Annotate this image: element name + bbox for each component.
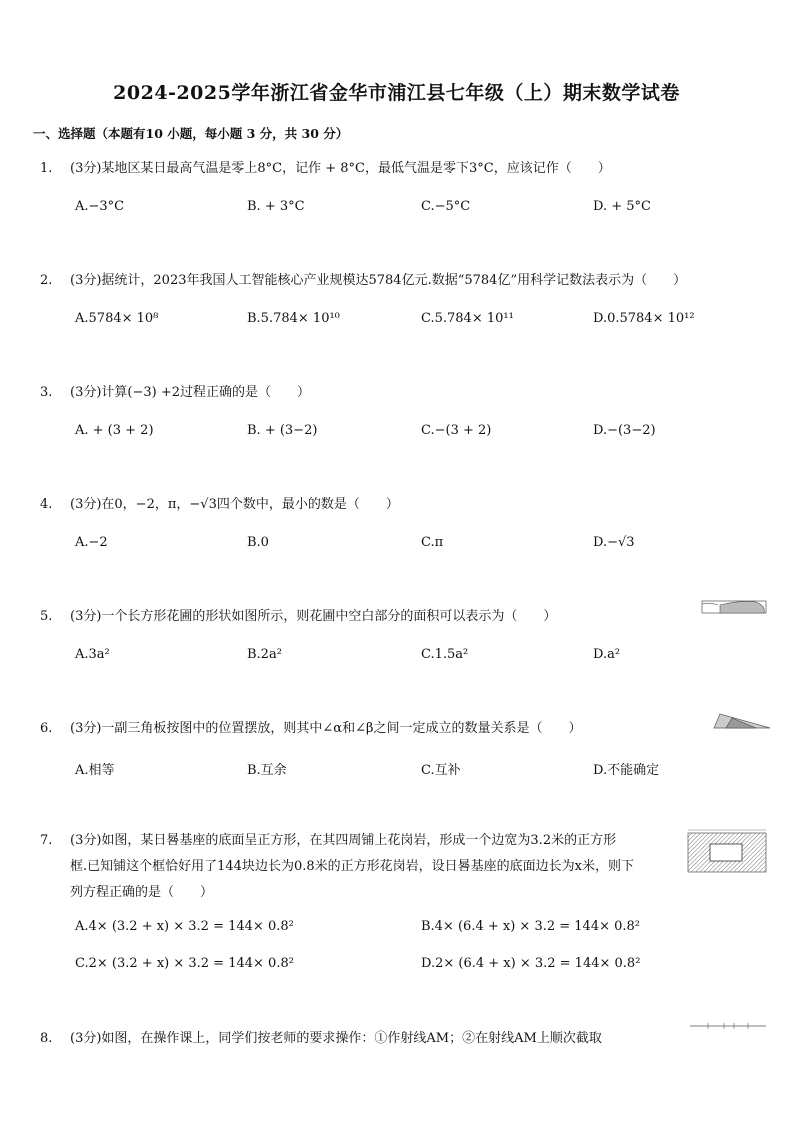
ray-figure [688,1020,770,1032]
option-a[interactable]: A. + (3 + 2) [75,423,154,438]
option-c[interactable]: C.π [421,535,444,550]
sundial-base-figure [686,826,768,874]
question-number: 5. [40,609,53,624]
option-b[interactable]: B.0 [247,535,269,550]
question-number: 1. [40,161,53,176]
question-3 [40,380,680,406]
question-number: 7. [40,833,53,848]
option-d[interactable]: D.−(3−2) [593,423,656,438]
option-c[interactable]: C.−5°C [421,199,471,214]
question-5 [40,604,680,630]
question-number: 6. [40,721,53,736]
question-stem: (3分)在0，−2，π，−√3四个数中，最小的数是（ ） [70,497,399,512]
option-b[interactable]: B.2a² [247,647,282,662]
question-8 [40,1026,680,1052]
question-4 [40,492,680,518]
option-a[interactable]: A.相等 [75,763,115,778]
question-stem-line: 列方程正确的是（ ） [70,885,214,900]
question-7 [40,828,680,906]
option-b[interactable]: B. + 3°C [247,199,305,214]
triangle-rulers-figure [712,712,772,732]
question-number: 3. [40,385,53,400]
question-number: 4. [40,497,53,512]
option-d[interactable]: D.0.5784× 10¹² [593,311,695,326]
option-a[interactable]: A.−3°C [75,199,125,214]
option-d[interactable]: D.−√3 [593,535,635,550]
page-title: 2024-2025学年浙江省金华市浦江县七年级（上）期末数学试卷 [113,82,680,104]
option-c[interactable]: C.2× (3.2 + x) × 3.2 = 144× 0.8² [75,956,294,971]
question-number: 8. [40,1031,53,1046]
option-a[interactable]: A.5784× 10⁸ [75,311,159,326]
option-b[interactable]: B.5.784× 10¹⁰ [247,311,340,326]
option-a[interactable]: A.4× (3.2 + x) × 3.2 = 144× 0.8² [75,919,294,934]
option-d[interactable]: D.a² [593,647,621,662]
question-stem-line: 框.已知铺这个框恰好用了144块边长为0.8米的正方形花岗岩，设日晷基座的底面边长为x米，则下 [70,859,634,874]
question-stem: (3分)一副三角板按图中的位置摆放，则其中∠α和∠β之间一定成立的数量关系是（ ） [70,721,582,736]
question-stem: (3分)计算(−3) +2过程正确的是（ ） [70,385,311,400]
question-6 [40,716,680,742]
option-c[interactable]: C.1.5a² [421,647,469,662]
option-b[interactable]: B.4× (6.4 + x) × 3.2 = 144× 0.8² [421,919,641,934]
option-d[interactable]: D.2× (6.4 + x) × 3.2 = 144× 0.8² [421,956,641,971]
question-1 [40,156,680,182]
option-d[interactable]: D.不能确定 [593,763,660,778]
question-stem: (3分)如图，在操作课上，同学们按老师的要求操作：①作射线AM；②在射线AM上顺次截取 [70,1031,602,1046]
question-stem-line: (3分)如图，某日晷基座的底面呈正方形，在其四周铺上花岗岩，形成一个边宽为3.2米的正方形 [70,833,617,848]
option-a[interactable]: A.3a² [75,647,110,662]
option-a[interactable]: A.−2 [75,535,108,550]
section-heading: 一、选择题（本题有10 小题，每小题 3 分，共 30 分） [33,126,349,141]
question-stem: (3分)一个长方形花圃的形状如图所示，则花圃中空白部分的面积可以表示为（ ） [70,609,557,624]
option-c[interactable]: C.互补 [421,763,461,778]
question-number: 2. [40,273,53,288]
option-c[interactable]: C.−(3 + 2) [421,423,492,438]
question-2 [40,268,687,294]
option-c[interactable]: C.5.784× 10¹¹ [421,311,514,326]
question-stem: (3分)据统计，2023年我国人工智能核心产业规模达5784亿元.数据“5784亿”用科学记数法表示为（ ） [70,273,687,288]
question-stem: (3分)某地区某日最高气温是零上8°C，记作 + 8°C，最低气温是零下3°C，应该记作（ ） [70,161,611,176]
flowerbed-figure [700,598,770,616]
option-b[interactable]: B. + (3−2) [247,423,318,438]
option-b[interactable]: B.互余 [247,763,287,778]
option-d[interactable]: D. + 5°C [593,199,651,214]
